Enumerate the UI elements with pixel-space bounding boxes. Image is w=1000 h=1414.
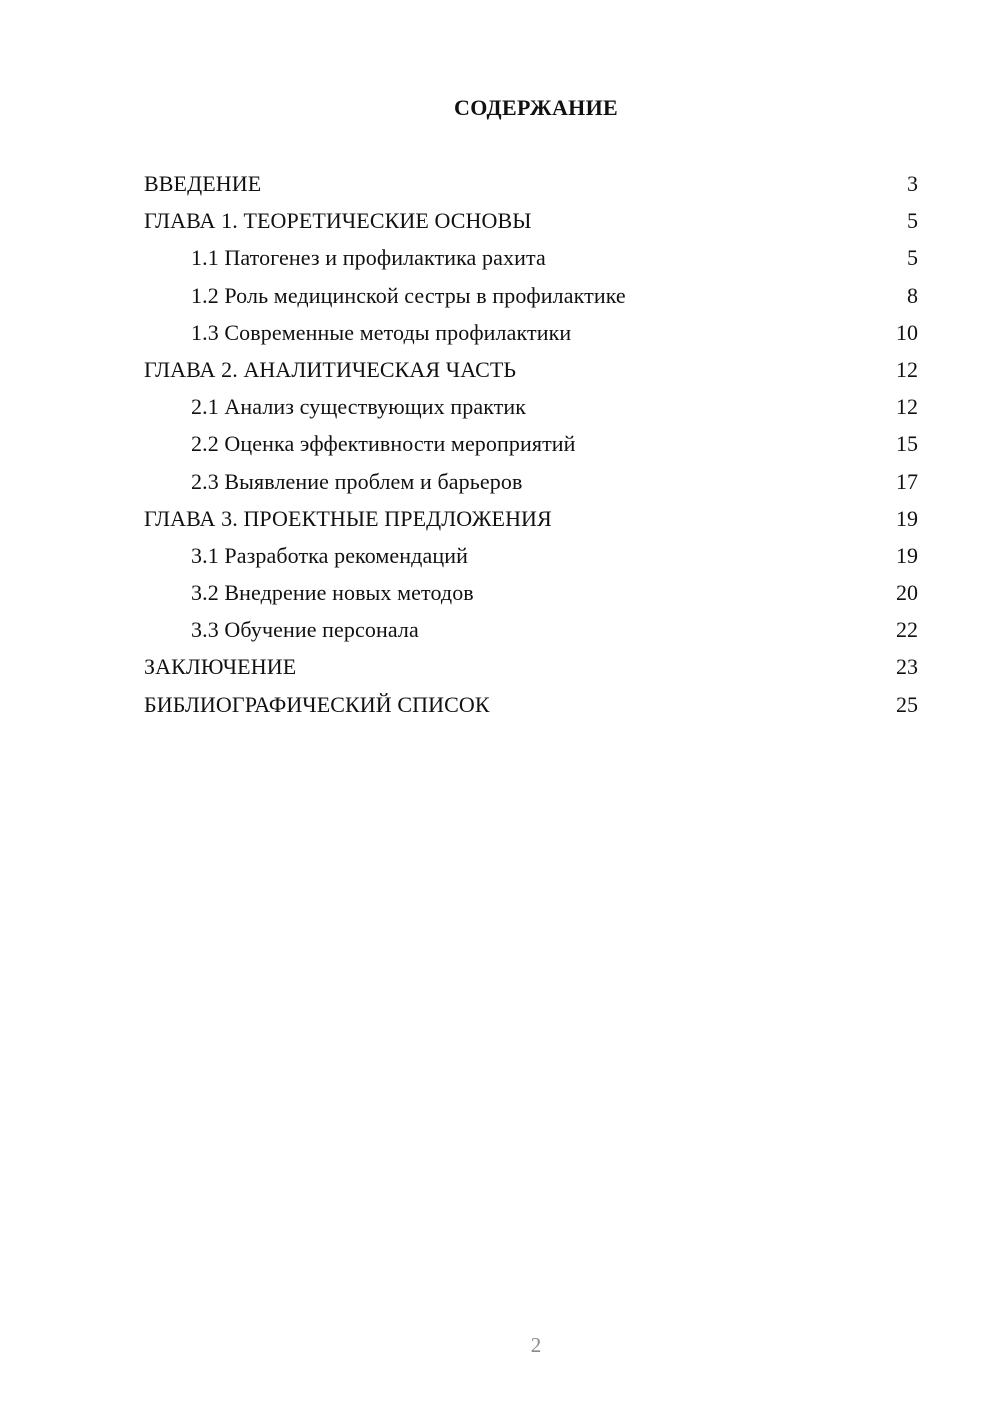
toc-entry-page: 23 xyxy=(896,654,918,680)
toc-entry-page: 15 xyxy=(896,431,918,457)
toc-chapter-entry xyxy=(144,500,918,537)
toc-entry-label: 3.1 Разработка рекомендаций xyxy=(191,542,468,568)
toc-entry-label: ГЛАВА 2. АНАЛИТИЧЕСКАЯ ЧАСТЬ xyxy=(144,356,517,382)
toc-entry-label: 1.1 Патогенез и профилактика рахита xyxy=(191,245,546,271)
toc-entry-page: 20 xyxy=(896,580,918,606)
toc-entry-label: ЗАКЛЮЧЕНИЕ xyxy=(144,654,297,680)
toc-chapter-entry xyxy=(144,165,918,202)
toc-entry-page: 5 xyxy=(907,245,918,271)
toc-entry-label: 1.2 Роль медицинской сестры в профилактике xyxy=(191,282,626,308)
toc-section-entry xyxy=(144,537,918,574)
toc-entry-page: 3 xyxy=(907,171,918,196)
toc-section-entry xyxy=(144,463,918,500)
toc-entry-page: 17 xyxy=(896,468,918,494)
toc-entry-page: 25 xyxy=(896,691,918,717)
toc-chapter-entry xyxy=(144,648,918,685)
toc-entry-page: 19 xyxy=(896,505,918,531)
toc-entry-label: ГЛАВА 1. ТЕОРЕТИЧЕСКИЕ ОСНОВЫ xyxy=(144,208,532,234)
toc-entry-page: 8 xyxy=(907,282,918,308)
toc-section-entry xyxy=(144,425,918,462)
toc-section-entry xyxy=(144,574,918,611)
toc-entry-label: 2.3 Выявление проблем и барьеров xyxy=(191,468,523,494)
toc-entry-label: 2.2 Оценка эффективности мероприятий xyxy=(191,431,576,457)
toc-entry-label: БИБЛИОГРАФИЧЕСКИЙ СПИСОК xyxy=(144,691,490,717)
table-of-contents xyxy=(144,165,918,723)
toc-section-entry xyxy=(144,388,918,425)
toc-entry-page: 19 xyxy=(896,542,918,568)
toc-entry-label: 2.1 Анализ существующих практик xyxy=(191,394,527,420)
toc-entry-label: ГЛАВА 3. ПРОЕКТНЫЕ ПРЕДЛОЖЕНИЯ xyxy=(144,505,552,531)
toc-entry-page: 10 xyxy=(896,319,918,345)
toc-entry-page: 22 xyxy=(896,617,918,643)
toc-chapter-entry xyxy=(144,686,918,723)
toc-entry-page: 5 xyxy=(907,208,918,234)
toc-entry-label: 3.3 Обучение персонала xyxy=(191,617,419,643)
toc-section-entry xyxy=(144,277,918,314)
toc-entry-label: 1.3 Современные методы профилактики xyxy=(191,319,572,345)
toc-entry-page: 12 xyxy=(896,356,918,382)
toc-title: СОДЕРЖАНИЕ xyxy=(454,95,618,120)
page-number: 2 xyxy=(530,1333,542,1357)
toc-section-entry xyxy=(144,314,918,351)
toc-chapter-entry xyxy=(144,351,918,388)
toc-entry-page: 12 xyxy=(896,394,918,420)
toc-entry-label: 3.2 Внедрение новых методов xyxy=(191,580,474,606)
toc-section-entry xyxy=(144,611,918,648)
toc-chapter-entry xyxy=(144,202,918,239)
toc-section-entry xyxy=(144,239,918,276)
toc-entry-label: ВВЕДЕНИЕ xyxy=(144,171,262,196)
